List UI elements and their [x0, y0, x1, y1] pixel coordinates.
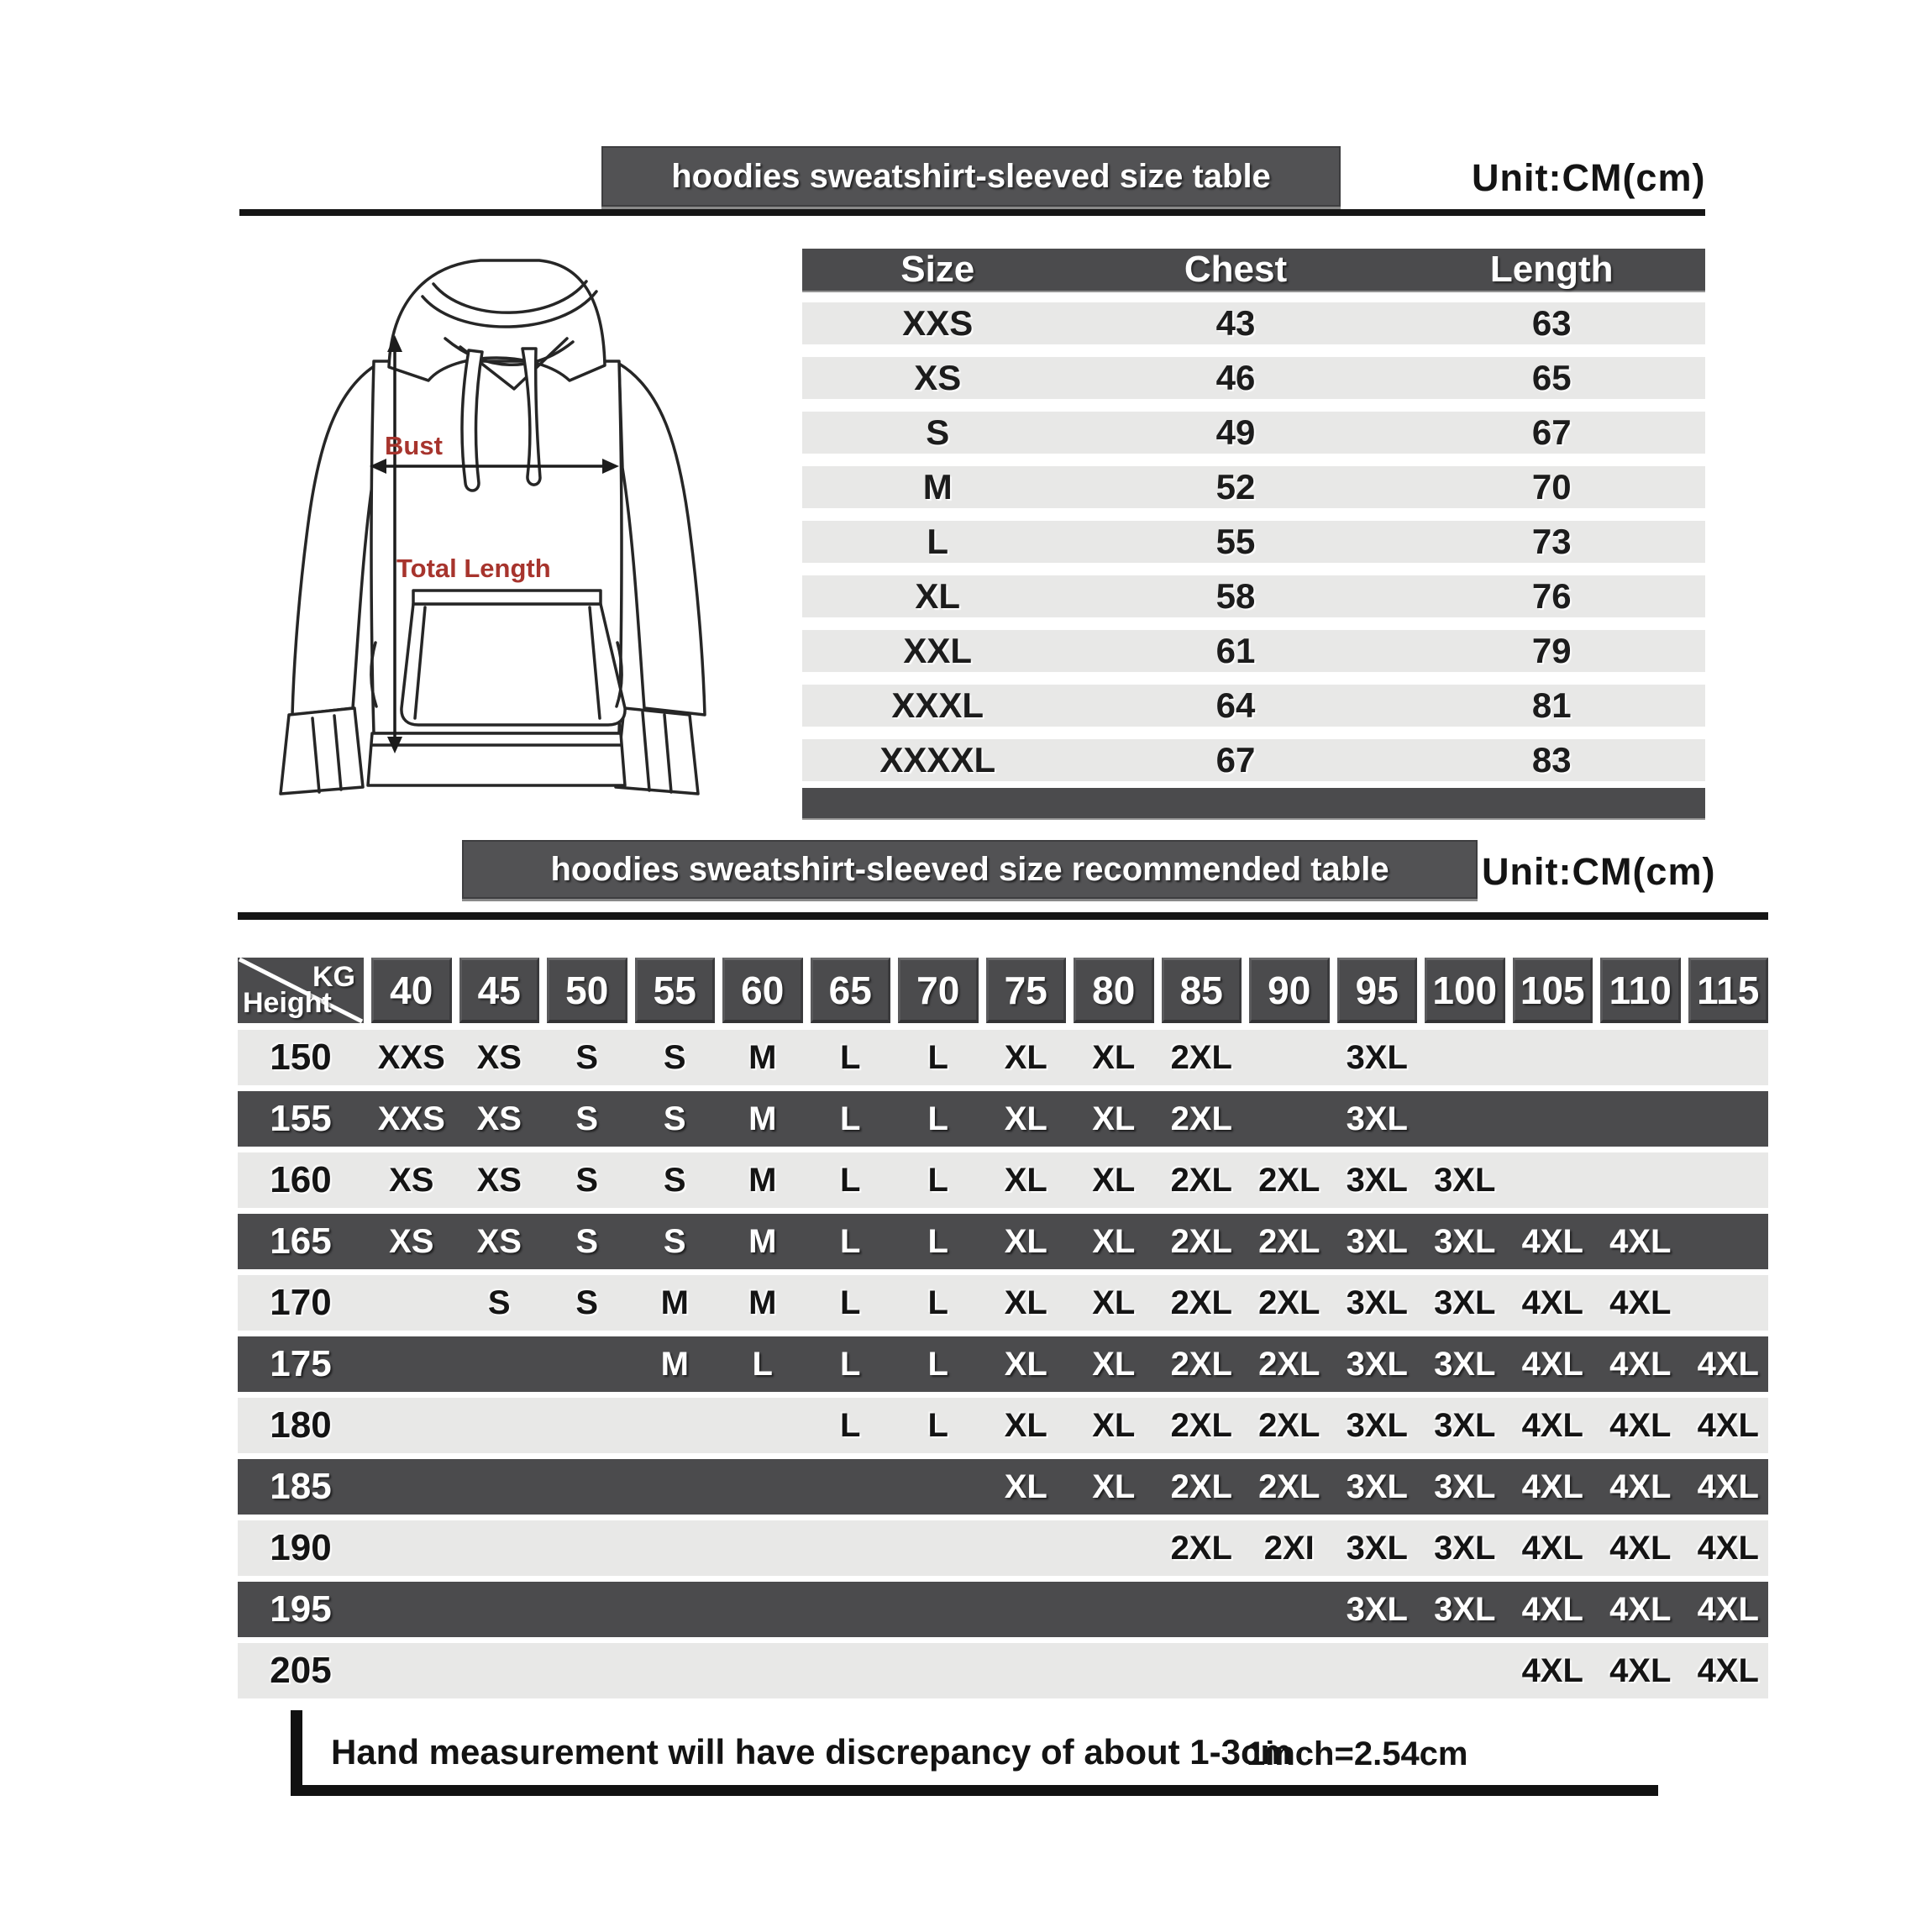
matrix-row	[238, 1214, 1768, 1269]
matrix-row	[238, 1336, 1768, 1392]
size-table-row	[802, 630, 1705, 672]
size-table-row	[802, 412, 1705, 454]
matrix-row-height-label: 190	[270, 1527, 332, 1568]
matrix-size-cell: XL	[1004, 1345, 1047, 1383]
matrix-size-cell: 4XL	[1521, 1651, 1583, 1689]
matrix-body	[238, 1030, 1768, 1698]
matrix-size-cell: XL	[1004, 1467, 1047, 1505]
matrix-size-cell: 4XL	[1697, 1345, 1759, 1383]
size-cell: XXS	[902, 303, 974, 343]
matrix-size-cell: S	[575, 1284, 599, 1321]
matrix-row	[238, 1030, 1768, 1085]
matrix-size-cell: S	[575, 1222, 599, 1260]
matrix-size-cell: S	[575, 1161, 599, 1199]
matrix-size-cell: XS	[476, 1038, 522, 1076]
matrix-row-height-label: 175	[270, 1343, 332, 1384]
size-table-bottom-bar	[802, 788, 1705, 818]
chest-cell: 64	[1215, 685, 1256, 725]
matrix-size-cell: XL	[1004, 1100, 1047, 1137]
matrix-size-cell: 2XL	[1170, 1406, 1232, 1444]
chest-cell: 67	[1215, 740, 1256, 780]
size-table-row	[802, 302, 1705, 344]
matrix-size-cell: 2XL	[1258, 1467, 1320, 1505]
hoodie-left-sleeve	[292, 364, 378, 715]
matrix-size-cell: 2XL	[1258, 1406, 1320, 1444]
matrix-size-cell: 4XL	[1609, 1284, 1672, 1321]
size-cell: XXXXL	[879, 740, 996, 780]
matrix-size-cell: 3XL	[1346, 1345, 1408, 1383]
matrix-size-cell: L	[927, 1345, 948, 1383]
matrix-size-cell: 4XL	[1521, 1406, 1583, 1444]
recommended-table-title-bar	[462, 840, 1478, 899]
matrix-size-cell: M	[748, 1100, 777, 1137]
weight-column-header: 40	[371, 958, 452, 1023]
column-header-chest: Chest	[1184, 249, 1288, 290]
matrix-size-cell: XL	[1092, 1284, 1136, 1321]
matrix-row-height-label: 165	[270, 1221, 332, 1262]
size-table-row	[802, 575, 1705, 617]
matrix-size-cell: L	[840, 1222, 861, 1260]
matrix-size-cell: 4XL	[1697, 1529, 1759, 1567]
matrix-size-cell: XL	[1092, 1038, 1136, 1076]
divider-bottom	[238, 912, 1768, 920]
matrix-size-cell: M	[748, 1038, 777, 1076]
recommended-table-title: hoodies sweatshirt-sleeved size recommended table	[550, 850, 1389, 888]
weight-column-header: 45	[459, 958, 540, 1023]
inch-conversion-note: 1inch=2.54cm	[1247, 1735, 1468, 1772]
matrix-row-height-label: 160	[270, 1159, 332, 1200]
matrix-size-cell: 2XL	[1170, 1222, 1232, 1260]
matrix-size-cell: L	[840, 1161, 861, 1199]
unit-label-top: Unit:CM(cm)	[1472, 156, 1706, 199]
matrix-size-cell: 2XL	[1170, 1161, 1232, 1199]
hoodie-right-sleeve	[619, 364, 705, 715]
length-cell: 81	[1531, 685, 1572, 725]
weight-column-header: 100	[1425, 958, 1505, 1023]
matrix-size-cell: 4XL	[1609, 1590, 1672, 1628]
matrix-size-cell: XL	[1004, 1161, 1047, 1199]
weight-column-header: 70	[898, 958, 979, 1023]
weight-column-header: 60	[722, 958, 803, 1023]
size-cell: XXL	[903, 631, 973, 670]
matrix-size-cell: XS	[476, 1161, 522, 1199]
matrix-size-cell: 3XL	[1346, 1284, 1408, 1321]
matrix-size-cell: L	[927, 1038, 948, 1076]
chest-cell: 52	[1215, 467, 1256, 507]
matrix-size-cell: 3XL	[1346, 1529, 1408, 1567]
unit-label-bottom: Unit:CM(cm)	[1482, 850, 1716, 893]
matrix-size-cell: XS	[389, 1222, 434, 1260]
matrix-size-cell: 4XL	[1697, 1590, 1759, 1628]
corner-kg-label: KG	[312, 961, 355, 993]
size-table-row	[802, 521, 1705, 563]
matrix-size-cell: 2XL	[1170, 1467, 1232, 1505]
size-table-row	[802, 685, 1705, 727]
matrix-size-cell: 2XL	[1258, 1161, 1320, 1199]
matrix-size-cell: 4XL	[1697, 1406, 1759, 1444]
length-cell: 67	[1531, 412, 1572, 452]
divider-top	[239, 209, 1705, 216]
matrix-row	[238, 1459, 1768, 1515]
matrix-size-cell: 4XL	[1521, 1467, 1583, 1505]
measurement-note: Hand measurement will have discrepancy of about 1-3cm	[331, 1732, 1292, 1772]
hoodie-left-cuff	[281, 708, 363, 794]
size-table-row	[802, 739, 1705, 781]
matrix-size-cell: 4XL	[1609, 1406, 1672, 1444]
matrix-size-cell: 3XL	[1346, 1222, 1408, 1260]
matrix-size-cell: 2XL	[1258, 1222, 1320, 1260]
chest-cell: 61	[1215, 631, 1256, 670]
matrix-row-height-label: 205	[270, 1650, 332, 1691]
chest-cell: 55	[1215, 522, 1256, 561]
matrix-size-cell: 3XL	[1434, 1529, 1496, 1567]
weight-column-header: 90	[1249, 958, 1330, 1023]
matrix-size-cell: 2XL	[1170, 1038, 1232, 1076]
matrix-size-cell: XS	[476, 1100, 522, 1137]
matrix-size-cell: L	[840, 1345, 861, 1383]
matrix-row-height-label: 155	[270, 1098, 332, 1139]
matrix-size-cell: 4XL	[1609, 1529, 1672, 1567]
chest-cell: 58	[1215, 576, 1256, 616]
matrix-size-cell: L	[927, 1284, 948, 1321]
matrix-size-cell: XL	[1004, 1222, 1047, 1260]
matrix-size-cell: 4XL	[1521, 1284, 1583, 1321]
chest-cell: 49	[1215, 412, 1256, 452]
hoodie-diagram	[252, 248, 773, 811]
column-header-size: Size	[900, 249, 975, 290]
weight-column-header: 110	[1600, 958, 1681, 1023]
matrix-size-cell: XL	[1092, 1100, 1136, 1137]
matrix-size-cell: XL	[1092, 1406, 1136, 1444]
matrix-size-cell: 4XL	[1697, 1651, 1759, 1689]
matrix-size-cell: 2XL	[1170, 1345, 1232, 1383]
matrix-size-cell: 3XL	[1346, 1038, 1408, 1076]
matrix-row-height-label: 195	[270, 1588, 332, 1630]
size-cell: XS	[914, 358, 962, 397]
hoodie-hem	[368, 733, 625, 785]
matrix-size-cell: 4XL	[1697, 1467, 1759, 1505]
matrix-size-cell: XXS	[377, 1038, 445, 1076]
length-cell: 70	[1531, 467, 1572, 507]
matrix-size-cell: XS	[389, 1161, 434, 1199]
matrix-size-cell: 3XL	[1346, 1406, 1408, 1444]
matrix-size-cell: XL	[1092, 1467, 1136, 1505]
matrix-size-cell: 3XL	[1434, 1467, 1496, 1505]
matrix-size-cell: 3XL	[1434, 1345, 1496, 1383]
recommended-size-matrix	[238, 958, 1768, 1704]
size-cell: L	[927, 522, 949, 561]
matrix-size-cell: 2XL	[1258, 1284, 1320, 1321]
matrix-size-cell: 3XL	[1434, 1284, 1496, 1321]
weight-column-header: 55	[635, 958, 716, 1023]
matrix-size-cell: 2XL	[1258, 1345, 1320, 1383]
matrix-size-cell: L	[840, 1100, 861, 1137]
matrix-size-cell: S	[487, 1284, 511, 1321]
length-cell: 76	[1531, 576, 1572, 616]
matrix-size-cell: 4XL	[1521, 1590, 1583, 1628]
weight-column-header: 85	[1162, 958, 1242, 1023]
matrix-row	[238, 1091, 1768, 1147]
chest-cell: 43	[1215, 303, 1256, 343]
matrix-size-cell: XXS	[377, 1100, 445, 1137]
matrix-size-cell: M	[660, 1284, 689, 1321]
matrix-size-cell: 3XL	[1434, 1590, 1496, 1628]
corner-height-label: Height	[243, 987, 332, 1019]
matrix-size-cell: 4XL	[1609, 1651, 1672, 1689]
length-cell: 73	[1531, 522, 1572, 561]
length-cell: 63	[1531, 303, 1572, 343]
weight-column-header: 50	[547, 958, 627, 1023]
matrix-size-cell: XL	[1004, 1284, 1047, 1321]
matrix-size-cell: XL	[1092, 1161, 1136, 1199]
matrix-size-cell: M	[748, 1161, 777, 1199]
matrix-size-cell: L	[752, 1345, 773, 1383]
matrix-size-cell: L	[927, 1100, 948, 1137]
matrix-corner-cell	[238, 958, 364, 1023]
matrix-size-cell: L	[927, 1222, 948, 1260]
matrix-size-cell: 4XL	[1521, 1222, 1583, 1260]
length-cell: 83	[1531, 740, 1572, 780]
matrix-row-height-label: 170	[270, 1282, 332, 1323]
matrix-size-cell: 3XL	[1346, 1100, 1408, 1137]
weight-column-header: 75	[986, 958, 1067, 1023]
size-table-title-bar	[601, 146, 1341, 207]
matrix-size-cell: XL	[1004, 1038, 1047, 1076]
hoodie-right-cuff	[616, 708, 698, 794]
weight-column-header: 105	[1513, 958, 1593, 1023]
matrix-size-cell: S	[575, 1100, 599, 1137]
matrix-size-cell: XL	[1092, 1222, 1136, 1260]
matrix-row	[238, 1520, 1768, 1576]
footer-left-bar	[291, 1710, 302, 1796]
matrix-row-height-label: 150	[270, 1037, 332, 1078]
total-length-label: Total Length	[396, 554, 551, 583]
matrix-row-height-label: 185	[270, 1466, 332, 1507]
matrix-row	[238, 1275, 1768, 1331]
size-table-row	[802, 357, 1705, 399]
chest-cell: 46	[1215, 358, 1256, 397]
matrix-size-cell: L	[927, 1406, 948, 1444]
matrix-row-height-label: 180	[270, 1404, 332, 1446]
matrix-size-cell: L	[840, 1406, 861, 1444]
size-table	[802, 249, 1705, 818]
matrix-size-cell: 4XL	[1521, 1345, 1583, 1383]
matrix-size-cell: 2XL	[1170, 1100, 1232, 1137]
matrix-size-cell: 3XL	[1434, 1161, 1496, 1199]
matrix-size-cell: S	[663, 1038, 686, 1076]
matrix-size-cell: M	[660, 1345, 689, 1383]
matrix-size-cell: M	[748, 1284, 777, 1321]
size-table-row	[802, 466, 1705, 508]
matrix-size-cell: 2XL	[1170, 1529, 1232, 1567]
matrix-row	[238, 1582, 1768, 1637]
matrix-row	[238, 1398, 1768, 1453]
weight-column-header: 80	[1074, 958, 1154, 1023]
matrix-size-cell: 3XL	[1434, 1222, 1496, 1260]
matrix-size-cell: 3XL	[1434, 1406, 1496, 1444]
matrix-row	[238, 1152, 1768, 1208]
size-cell: S	[926, 412, 950, 452]
matrix-size-cell: S	[663, 1100, 686, 1137]
matrix-header-row	[238, 958, 1768, 1023]
matrix-size-cell: 2XL	[1170, 1284, 1232, 1321]
footer-bottom-line	[291, 1785, 1658, 1796]
matrix-size-cell: XS	[476, 1222, 522, 1260]
size-cell: XXXL	[891, 685, 984, 725]
bust-label: Bust	[385, 431, 443, 460]
weight-column-header: 95	[1337, 958, 1418, 1023]
matrix-size-cell: L	[927, 1161, 948, 1199]
size-table-body	[802, 302, 1705, 788]
matrix-size-cell: 3XL	[1346, 1467, 1408, 1505]
weight-column-header: 115	[1688, 958, 1769, 1023]
length-cell: 65	[1531, 358, 1572, 397]
size-cell: XL	[915, 576, 961, 616]
matrix-size-cell: L	[840, 1038, 861, 1076]
size-table-title: hoodies sweatshirt-sleeved size table	[671, 157, 1271, 195]
matrix-size-cell: 4XL	[1609, 1467, 1672, 1505]
matrix-size-cell: XL	[1004, 1406, 1047, 1444]
matrix-size-cell: L	[840, 1284, 861, 1321]
length-cell: 79	[1531, 631, 1572, 670]
matrix-size-cell: 4XL	[1521, 1529, 1583, 1567]
size-table-header	[802, 249, 1705, 291]
matrix-size-cell: M	[748, 1222, 777, 1260]
matrix-size-cell: S	[663, 1161, 686, 1199]
matrix-size-cell: 3XL	[1346, 1161, 1408, 1199]
matrix-size-cell: 4XL	[1609, 1222, 1672, 1260]
column-header-length: Length	[1489, 249, 1614, 290]
matrix-size-cell: 2XI	[1263, 1529, 1315, 1567]
size-cell: M	[922, 467, 953, 507]
matrix-row	[238, 1643, 1768, 1698]
matrix-size-cell: S	[663, 1222, 686, 1260]
matrix-size-cell: 3XL	[1346, 1590, 1408, 1628]
matrix-size-cell: XL	[1092, 1345, 1136, 1383]
weight-column-header: 65	[811, 958, 891, 1023]
matrix-size-cell: 4XL	[1609, 1345, 1672, 1383]
matrix-size-cell: S	[575, 1038, 599, 1076]
